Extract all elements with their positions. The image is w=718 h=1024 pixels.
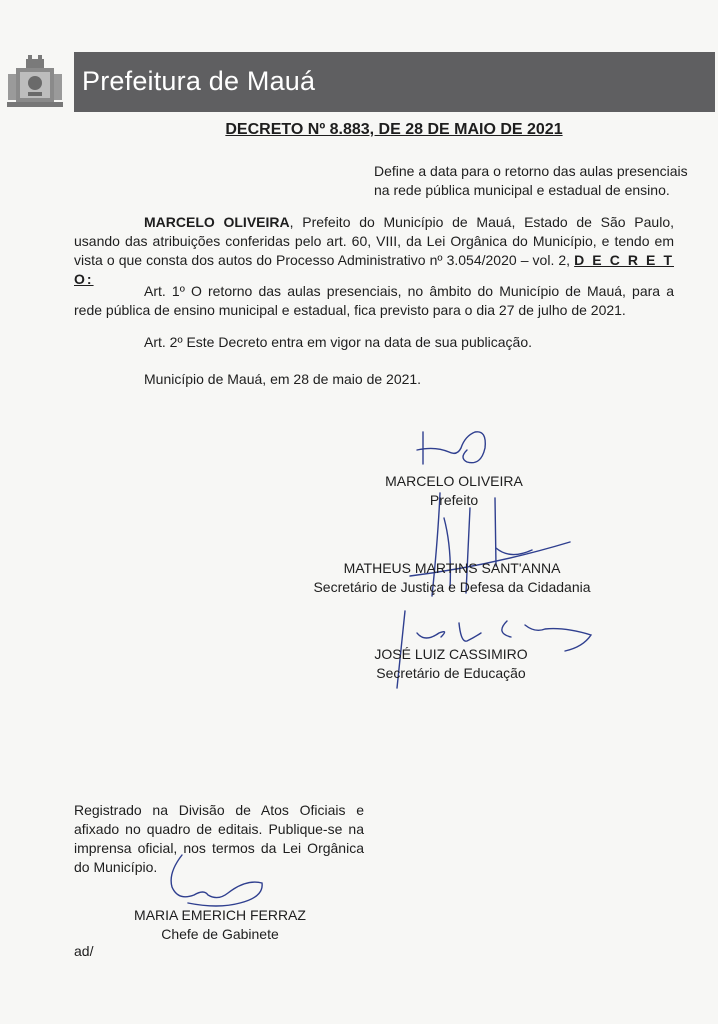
signatory-chief-of-staff: MARIA EMERICH FERRAZ Chefe de Gabinete (134, 907, 306, 942)
typist-initials: ad/ (74, 943, 94, 959)
signatory-mayor: MARCELO OLIVEIRA Prefeito (385, 473, 523, 508)
decree-ementa: Define a data para o retorno das aulas presenciais na rede pública municipal e estadual de ensino. (374, 163, 688, 198)
preamble-mayor-name: MARCELO OLIVEIRA (144, 214, 290, 230)
decree-title: DECRETO Nº 8.883, DE 28 DE MAIO DE 2021 (225, 121, 563, 138)
signatory-education-secretary: JOSÉ LUIZ CASSIMIRO Secretário de Educação (374, 646, 528, 681)
header-title: Prefeitura de Mauá (82, 66, 316, 96)
decree-preamble (74, 213, 674, 289)
registration-note: Registrado na Divisão de Atos Oficiais e afixado no quadro de editais. Publique-se na imprensa oficial, nos termos da Lei Orgânica do Município. (74, 802, 364, 875)
preamble-decreta: D E C R E T O: (74, 252, 674, 287)
place-date: Município de Mauá, em 28 de maio de 2021. (144, 371, 422, 387)
signatory-justice-secretary: MATHEUS MARTINS SANT'ANNA Secretário de Justiça e Defesa da Cidadania (313, 560, 591, 595)
preamble-text: , Prefeito do Município de Mauá, Estado de São Paulo, usando das atribuições conferidas pelo art. 60, VIII, da Lei Orgânica do Município, e tendo em vista o que consta dos autos do Processo Administrativo nº 3.054/2020 – vol. 2, (74, 214, 675, 268)
article-1: Art. 1º O retorno das aulas presenciais, no âmbito do Município de Mauá, para a rede pública de ensino municipal e estadual, fica previsto para o dia 27 de julho de 2021. (74, 283, 674, 318)
coat-of-arms-icon (6, 54, 64, 110)
article-2: Art. 2º Este Decreto entra em vigor na data de sua publicação. (144, 334, 532, 350)
